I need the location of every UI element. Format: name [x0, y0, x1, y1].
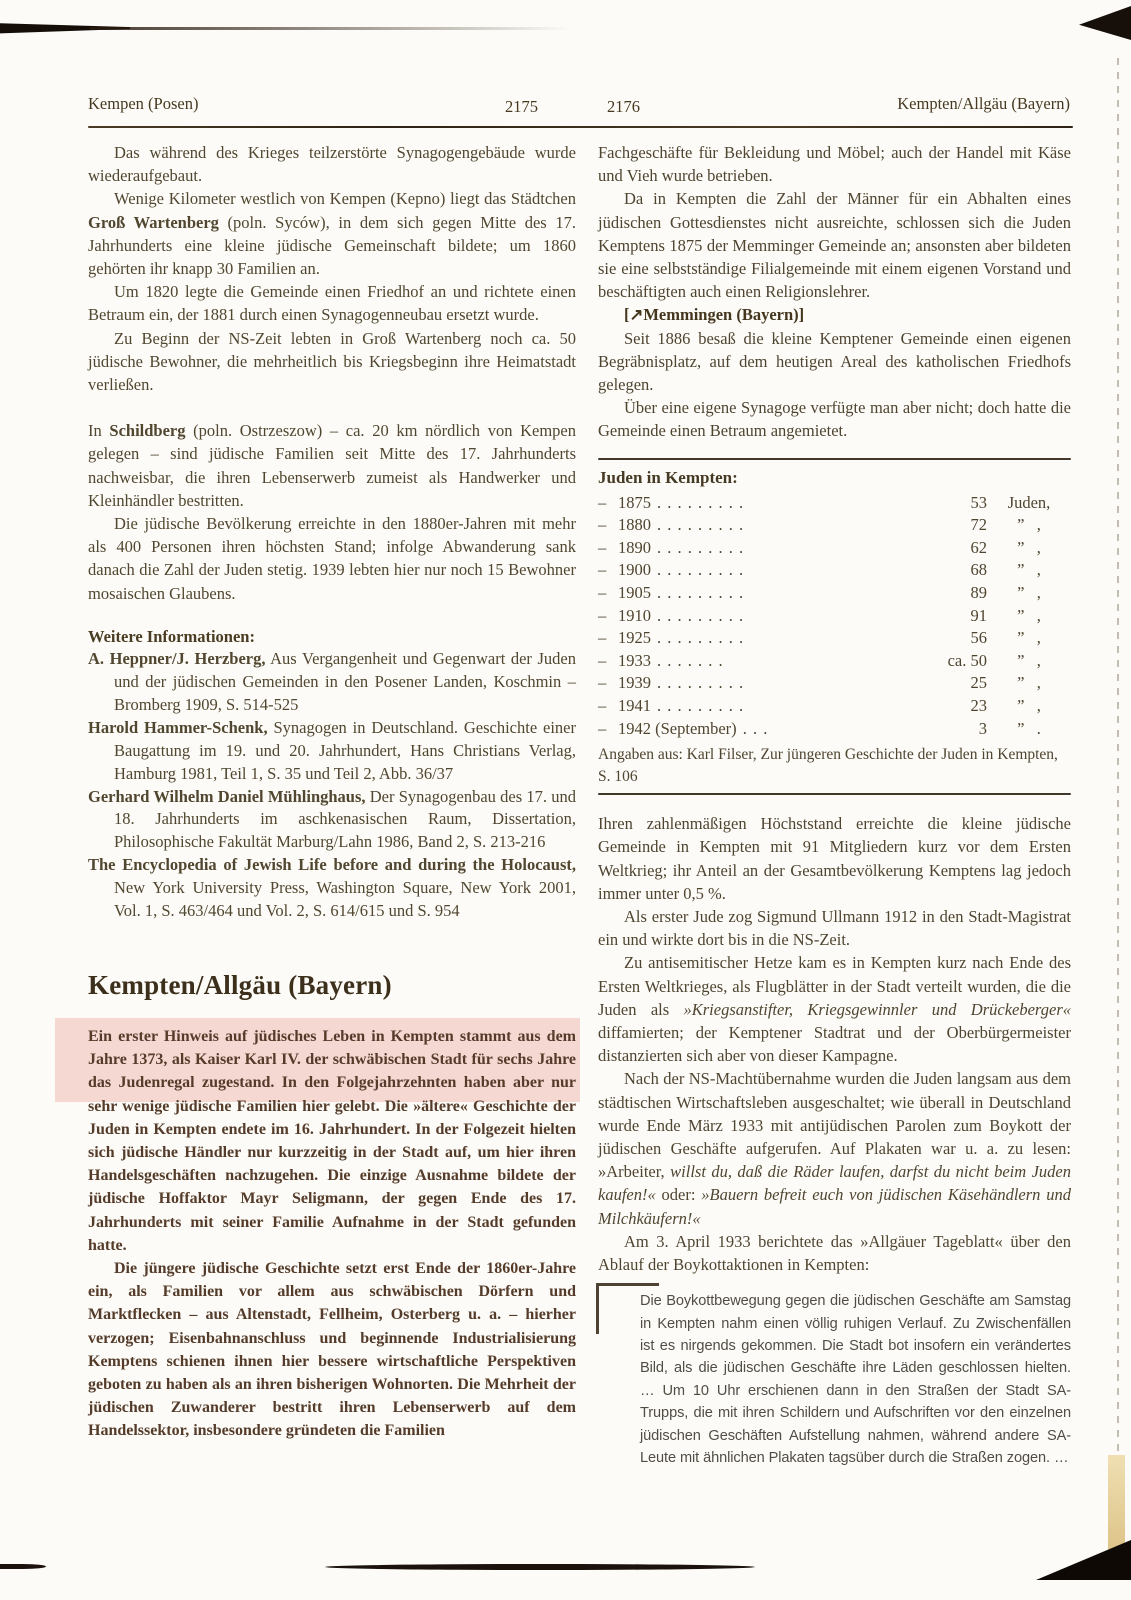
table-cell-dots: . . . . . . . . .: [657, 537, 745, 557]
running-title-left: Kempen (Posen): [88, 94, 199, 113]
paragraph-betraum: Über eine eigene Synagoge verfügte man aber nicht; doch hatte die Gemeinde einen Betraum angemietet.: [598, 398, 1071, 441]
running-title-right: Kempten/Allgäu (Bayern): [897, 94, 1070, 113]
table-cell-year: 1941: [618, 695, 651, 715]
table-cell-dots: . . . . . . . . .: [657, 673, 745, 693]
table-cell-unit: ” ,: [1017, 537, 1041, 557]
page-edge-crease: [1117, 58, 1119, 1558]
table-cell-value: 23: [970, 695, 987, 715]
table-cell-dash: –: [598, 628, 607, 648]
table-cell-dash: –: [598, 718, 607, 738]
paragraph-memminger-gemeinde: Da in Kempten die Zahl der Männer für ein Abhalten eines jüdischen Gottesdienstes nicht ausreichte, schlossen sich die Juden Kemptens 1875 der Memminger Gemeinde an; ansonsten aber bildeten sie eine selbstständige Filialgemeinde mit einem eigenen Vorstand und beschäftigten auch einen Religionslehrer.: [598, 189, 1071, 302]
table-cell-unit: ” ,: [1017, 515, 1041, 535]
table-cell-year: 1905: [618, 583, 651, 603]
bibliography-entry: Harold Hammer-Schenk, Synagogen in Deutschland. Geschichte einer Baugattung im 19. und 20. Jahrhundert, Hans Christians Verlag, Hamburg 1981, Teil 1, S. 35 und Teil 2, Abb. 36/37: [88, 717, 576, 783]
table-cell-value: ca. 50: [947, 650, 987, 670]
population-table-heading: Juden in Kempten:: [598, 467, 738, 487]
population-table: [598, 492, 1071, 741]
table-cell-value: 72: [970, 515, 987, 535]
table-cell-year: 1875: [618, 492, 651, 512]
table-cell-dash: –: [598, 695, 607, 715]
table-cell-year: 1890: [618, 537, 651, 557]
table-cell-dots: . . . . . . . . .: [657, 605, 745, 625]
population-table-row: [598, 605, 1071, 628]
table-cell-year: 1880: [618, 515, 651, 535]
bibliography-heading: Weitere Informationen:: [88, 626, 255, 646]
right-column: [598, 141, 1071, 1469]
running-head: [88, 94, 1070, 118]
cross-reference-memmingen: [↗Memmingen (Bayern)]: [624, 305, 805, 325]
table-cell-unit: ” ,: [1017, 583, 1041, 603]
scan-artifact-bottom-right: [1036, 1540, 1131, 1580]
paragraph-schildberg: In Schildberg (poln. Ostrzeszow) – ca. 20 km nördlich von Kempen gelegen – sind jüdische Familien seit Mitte des 17. Jahrhunderts nachweisbar, die ihren Lebenserwerb zumeist als Handwerker und Kleinhändler bestritten.: [88, 421, 576, 510]
header-rule: [88, 126, 1073, 128]
paragraph-antisemitische-hetze: Zu antisemitischer Hetze kam es in Kempten kurz nach Ende des Ersten Weltkrieges, als Flugblätter in der Stadt verteilt wurden, die die Juden als »Kriegsanstifter, Kriegsgewinnler und Drückeberger« diffamierten; der Kemptener Stadtrat und der Oberbürgermeister distanzierten sich aber von dieser Kampagne.: [598, 953, 1071, 1066]
table-cell-year: 1925: [618, 628, 651, 648]
table-cell-dots: . . . . . . . . .: [657, 515, 745, 535]
paragraph-friedhof-1820: Um 1820 legte die Gemeinde einen Friedhof an und richtete einen Betraum ein, der 1881 durch einen Synagogenneubau ersetzt wurde.: [88, 282, 576, 325]
table-cell-value: 25: [970, 673, 987, 693]
table-cell-unit: ” ,: [1017, 695, 1041, 715]
population-table-row: [598, 514, 1071, 537]
bibliography-entry: The Encyclopedia of Jewish Life before and during the Holocaust, New York University Press, Washington Square, New York 2001, Vol. 1, S. 463/464 und Vol. 2, S. 614/615 und S. 954: [88, 855, 576, 921]
paragraph-schildberg-bevoelkerung: Die jüdische Bevölkerung erreichte in den 1880er-Jahren mit mehr als 400 Personen ihren höchsten Stand; infolge Abwanderung sank danach die Zahl der Juden stetig. 1939 lebten hier nur noch 15 Bewohner mosaischen Glaubens.: [88, 514, 576, 603]
table-cell-dash: –: [598, 537, 607, 557]
population-table-row: [598, 672, 1071, 695]
scan-artifact-top-line: [90, 27, 570, 30]
table-rule-top: [598, 458, 1071, 460]
table-cell-dash: –: [598, 515, 607, 535]
table-cell-dash: –: [598, 560, 607, 580]
bibliography-entry: Gerhard Wilhelm Daniel Mühlinghaus, Der Synagogenbau des 17. und 18. Jahrhunderts im aschkenasischen Raum, Dissertation, Philosophische Fakultät Marburg/Lahn 1986, Band 2, S. 213-216: [88, 786, 576, 852]
paragraph-ullmann: Als erster Jude zog Sigmund Ullmann 1912 in den Stadt-Magistrat ein und wirkte dort bis in die NS-Zeit.: [598, 906, 1071, 950]
table-cell-dash: –: [598, 583, 607, 603]
paragraph-boykott-1933: Nach der NS-Machtübernahme wurden die Juden langsam aus dem städtischen Wirtschaftsleben ausgeschaltet; wie überall in Deutschland wurde Ende März 1933 mit antijüdischen Parolen zum Boykott der jüdischen Geschäfte aufgerufen. Auf Plakaten war u. a. zu lesen: »Arbeiter, willst du, daß die Räder laufen, darfst du nicht beim Juden kaufen!« oder: »Bauern befreit euch von jüdischen Käsehändlern und Milchkäufern!«: [598, 1069, 1072, 1228]
table-rule-bottom: [598, 793, 1071, 795]
paragraph-kempten-history-highlighted: Ein erster Hinweis auf jüdisches Leben in Kempten stammt aus dem Jahre 1373, als Kaiser Karl IV. der schwäbischen Stadt für sechs Jahre das Judenregal zugestand. In den Folgejahrzehnten haben aber nur sehr wenige jüdische Familien hier gelebt. Die »ältere« Geschichte der Juden in Kempten endete im 16. Jahrhundert. In der Folgezeit hielten sich jüdische Händler nur kurzzeitig in der Stadt auf, um hier ihren Handelsgeschäften nachzugehen. Die einzige Ausnahme bildete der jüdische Hoffaktor Mayr Seligmann, der gegen Ende des 17. Jahrhunderts mit seiner Familie Aufnahme in der Stadt gefunden hatte.: [88, 1025, 576, 1257]
scan-artifact-bottom-middle: [325, 1564, 755, 1570]
table-cell-value: 53: [970, 492, 987, 512]
table-cell-unit: ” .: [1017, 718, 1041, 738]
paragraph-allgaeuer-tageblatt: Am 3. April 1933 berichtete das »Allgäuer Tageblatt« über den Ablauf der Boykottaktionen in Kempten:: [598, 1231, 1071, 1275]
table-cell-dash: –: [598, 650, 607, 670]
table-cell-dash: –: [598, 673, 607, 693]
scan-artifact-top-right: [1079, 6, 1131, 40]
table-cell-dots: . . . . . . . . .: [657, 695, 745, 715]
table-cell-dash: –: [598, 492, 607, 512]
table-cell-dots: . . .: [742, 718, 769, 738]
table-cell-unit: ” ,: [1017, 560, 1041, 580]
population-table-row: [598, 537, 1071, 560]
table-cell-value: 56: [970, 628, 987, 648]
table-cell-value: 62: [970, 537, 987, 557]
table-cell-year: 1933: [618, 650, 651, 670]
table-cell-dots: . . . . . . . . .: [657, 492, 745, 512]
paragraph-fachgeschaefte: Fachgeschäfte für Bekleidung und Möbel; auch der Handel mit Käse und Vieh wurde betrieben.: [598, 143, 1071, 186]
scan-artifact-bottom-left: [0, 1564, 46, 1569]
table-cell-value: 68: [970, 560, 987, 580]
table-cell-year: 1900: [618, 560, 651, 580]
population-table-row: [598, 650, 1071, 673]
table-cell-dash: –: [598, 605, 607, 625]
table-cell-value: 3: [978, 718, 987, 738]
table-cell-value: 89: [970, 583, 987, 603]
left-column: [88, 141, 576, 1443]
paragraph-synagogue-rebuilt: Das während des Krieges teilzerstörte Synagogengebäude wurde wiederaufgebaut.: [88, 143, 576, 186]
population-table-row: [598, 695, 1071, 718]
table-cell-year: 1939: [618, 673, 651, 693]
table-cell-dots: . . . . . . .: [657, 650, 724, 670]
scan-artifact-top-left: [0, 22, 130, 34]
newspaper-quote-block: Die Boykottbewegung gegen die jüdischen Geschäfte am Samstag in Kempten nahm einen völlig ruhigen Verlauf. Zu Zwischenfällen ist es nirgends gekommen. Die Stadt bot insofern ein verändertes Bild, als die jüdischen Geschäfte ihre Läden geschlossen hielten. … Um 10 Uhr erschienen dann in den Straßen der Stadt SA-Trupps, die mit ihren Schildern und Aufschriften vor den einzelnen jüdischen Geschäften Aufstellung nahmen, während andere SA-Leute mit ähnlichen Plakaten tagsüber durch die Straßen zogen. …: [640, 1290, 1071, 1469]
page-edge-strip: [1108, 1455, 1125, 1575]
table-cell-unit: ” ,: [1017, 650, 1041, 670]
paragraph-hoechststand: Ihren zahlenmäßigen Höchststand erreichte die kleine jüdische Gemeinde in Kempten mit 91 Mitgliedern kurz vor dem Ersten Weltkrieg; ihr Anteil an der Gesamtbevölkerung Kemptens lag jedoch immer unter 0,5 %.: [598, 814, 1071, 903]
table-cell-value: 91: [970, 605, 987, 625]
column-number-left: 2175: [505, 97, 538, 116]
table-cell-unit: ” ,: [1017, 628, 1041, 648]
table-cell-dots: . . . . . . . . .: [657, 583, 745, 603]
population-table-row: [598, 582, 1071, 605]
paragraph-begraebnisplatz: Seit 1886 besaß die kleine Kemptener Gemeinde einen eigenen Begräbnisplatz, auf dem heutigen Areal des katholischen Friedhofs gelegen.: [598, 328, 1071, 395]
column-number-right: 2176: [607, 97, 640, 116]
table-cell-unit: Juden,: [1007, 492, 1051, 512]
table-cell-year: 1910: [618, 605, 651, 625]
paragraph-gross-wartenberg: Wenige Kilometer westlich von Kempen (Kepno) liegt das Städtchen Groß Wartenberg (poln. Syców), in dem sich gegen Mitte des 17. Jahrhunderts eine kleine jüdische Gemeinschaft bildete; um 1860 gehörten ihr knapp 30 Familien an.: [88, 189, 576, 279]
paragraph-ns-zeit: Zu Beginn der NS-Zeit lebten in Groß Wartenberg noch ca. 50 jüdische Bewohner, die mehrheitlich bis Kriegsbeginn ihre Heimatstadt verließen.: [88, 328, 576, 395]
article-heading-kempten: Kempten/Allgäu (Bayern): [88, 969, 392, 1000]
population-table-row: [598, 627, 1071, 650]
table-cell-unit: ” ,: [1017, 605, 1041, 625]
table-cell-dots: . . . . . . . . .: [657, 560, 745, 580]
table-source-note: Angaben aus: Karl Filser, Zur jüngeren Geschichte der Juden in Kempten, S. 106: [598, 746, 1058, 785]
table-cell-dots: . . . . . . . . .: [657, 628, 745, 648]
population-table-row: [598, 718, 1071, 741]
paragraph-kempten-1860er: Die jüngere jüdische Geschichte setzt erst Ende der 1860er-Jahre ein, als Familien vor allem aus schwäbischen Dörfern und Marktflecken – aus Altenstadt, Fellheim, Osterberg u. a. – hierher verzogen; Eisenbahnanschluss und beginnende Industrialisierung Kemptens schienen ihnen hier bessere wirtschaftliche Perspektiven geboten zu haben als an ihren bisherigen Wohnorten. Die Mehrheit der jüdischen Zuwanderer bestritt ihren Lebenserwerb auf dem Handelssektor, insbesondere gründeten die Familien: [88, 1259, 576, 1440]
population-table-row: [598, 492, 1071, 515]
table-cell-unit: ” ,: [1017, 673, 1041, 693]
population-table-row: [598, 559, 1071, 582]
table-cell-year: 1942 (September): [618, 718, 737, 738]
bibliography-entry: A. Heppner/J. Herzberg, Aus Vergangenheit und Gegenwart der Juden und der jüdischen Gemeinden in den Posener Landen, Koschmin – Bromberg 1909, S. 514-525: [88, 649, 576, 714]
